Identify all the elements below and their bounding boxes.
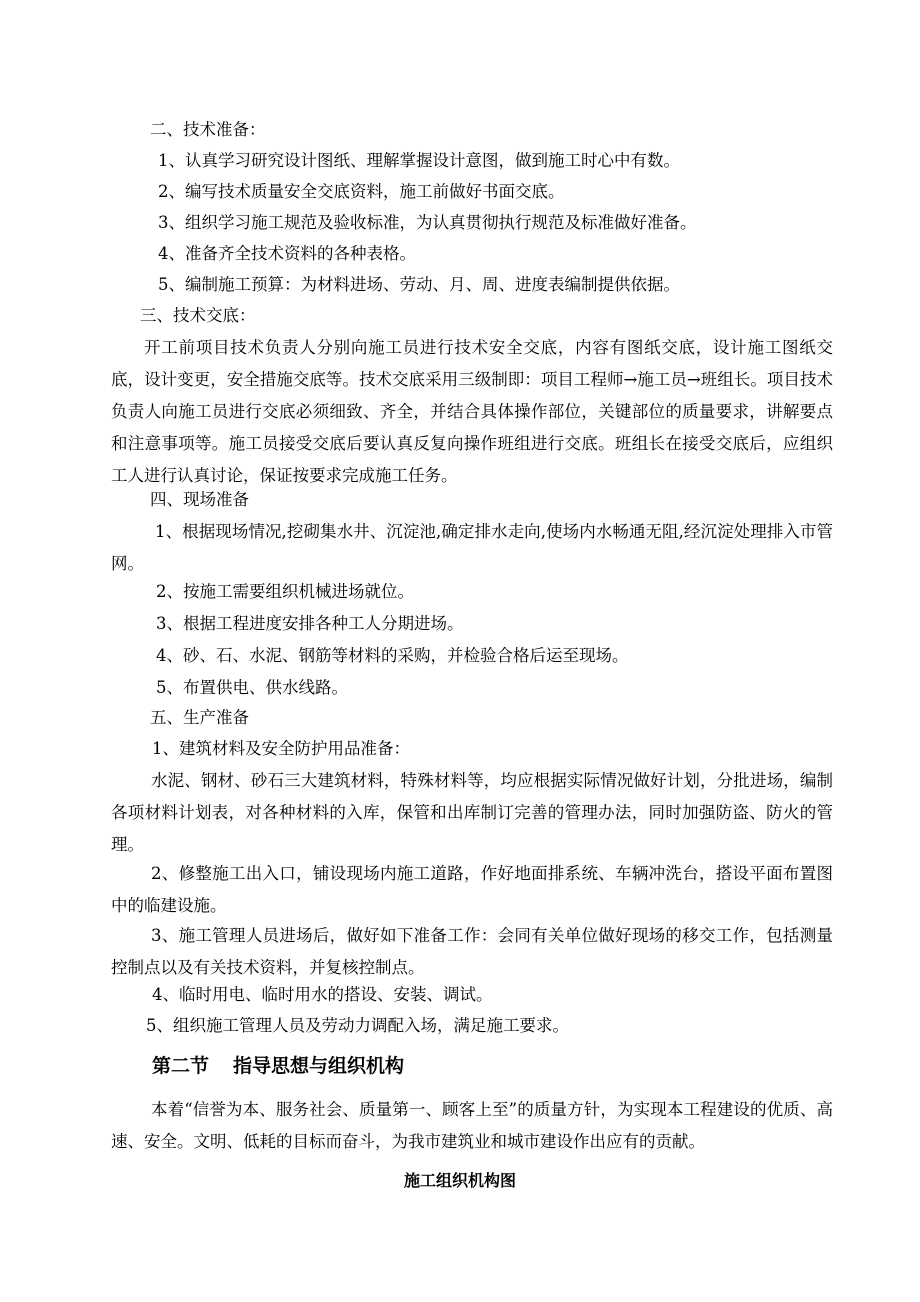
section-2-heading: [152, 1054, 404, 1078]
site-prep-item-1: 1、根据现场情况,挖砌集水井、沉淀池,确定排水走向,使场内水畅通无阻,经沉淀处理排入市管网。: [111, 522, 833, 573]
production-prep-item-1-title: 1、建筑材料及安全防护用品准备：: [152, 739, 410, 758]
production-prep-item-1-body: 水泥、钢材、砂石三大建筑材料，特殊材料等，均应根据实际情况做好计划，分批进场，编制各项材料计划表，对各种材料的入库，保管和出库制订完善的管理办法，同时加强防盗、防火的管理。: [111, 771, 833, 854]
section-number: 第二节: [152, 1055, 210, 1077]
figure-caption: 施工组织机构图: [403, 1171, 516, 1190]
tech-prep-heading: 二、技术准备：: [150, 120, 266, 139]
site-prep-item-4: 4、砂、石、水泥、钢筋等材料的采购，并检验合格后运至现场。: [156, 646, 629, 665]
section-title: 指导思想与组织机构: [233, 1055, 405, 1077]
production-prep-item-4: 4、临时用电、临时用水的搭设、安装、调试。: [152, 985, 493, 1004]
production-prep-heading: 五、生产准备: [150, 708, 249, 727]
tech-prep-item-1: 1、认真学习研究设计图纸、理解掌握设计意图，做到施工时心中有数。: [158, 151, 680, 170]
production-prep-item-3: 3、施工管理人员进场后，做好如下准备工作：会同有关单位做好现场的移交工作，包括测量控制点以及有关技术资料，并复核控制点。: [111, 926, 833, 977]
tech-prep-item-3: 3、组织学习施工规范及验收标准，为认真贯彻执行规范及标准做好准备。: [158, 213, 697, 232]
tech-prep-item-4: 4、准备齐全技术资料的各种表格。: [158, 244, 416, 263]
tech-disclosure-body: 开工前项目技术负责人分别向施工员进行技术安全交底，内容有图纸交底，设计施工图纸交底，设计变更，安全措施交底等。技术交底采用三级制即：项目工程师→施工员→班组长。项目技术负责人向施工员进行交底必须细致、齐全，并结合具体操作部位，关键部位的质量要求，讲解要点和注意事项等。施工员接受交底后要认真反复向操作班组进行交底。班组长在接受交底后，应组织工人进行认真讨论，保证按要求完成施工任务。: [111, 338, 833, 485]
site-prep-item-5: 5、布置供电、供水线路。: [156, 678, 348, 697]
section-2-body: 本着“信誉为本、服务社会、质量第一、顾客上至”的质量方针，为实现本工程建设的优质、高速、安全。文明、低耗的目标而奋斗，为我市建筑业和城市建设作出应有的贡献。: [111, 1100, 833, 1151]
tech-disclosure-heading: 三、技术交底：: [140, 306, 256, 325]
production-prep-item-2: 2、修整施工出入口，铺设现场内施工道路，作好地面排系统、车辆冲洗台，搭设平面布置图中的临建设施。: [111, 864, 833, 915]
tech-prep-item-5: 5、编制施工预算：为材料进场、劳动、月、周、进度表编制提供依据。: [158, 275, 680, 294]
production-prep-item-5: 5、组织施工管理人员及劳动力调配入场，满足施工要求。: [146, 1016, 569, 1035]
site-prep-item-3: 3、根据工程进度安排各种工人分期进场。: [156, 614, 464, 633]
tech-prep-item-2: 2、编写技术质量安全交底资料，施工前做好书面交底。: [158, 182, 565, 201]
site-prep-item-2: 2、按施工需要组织机械进场就位。: [156, 582, 414, 601]
site-prep-heading: 四、现场准备: [150, 490, 249, 509]
